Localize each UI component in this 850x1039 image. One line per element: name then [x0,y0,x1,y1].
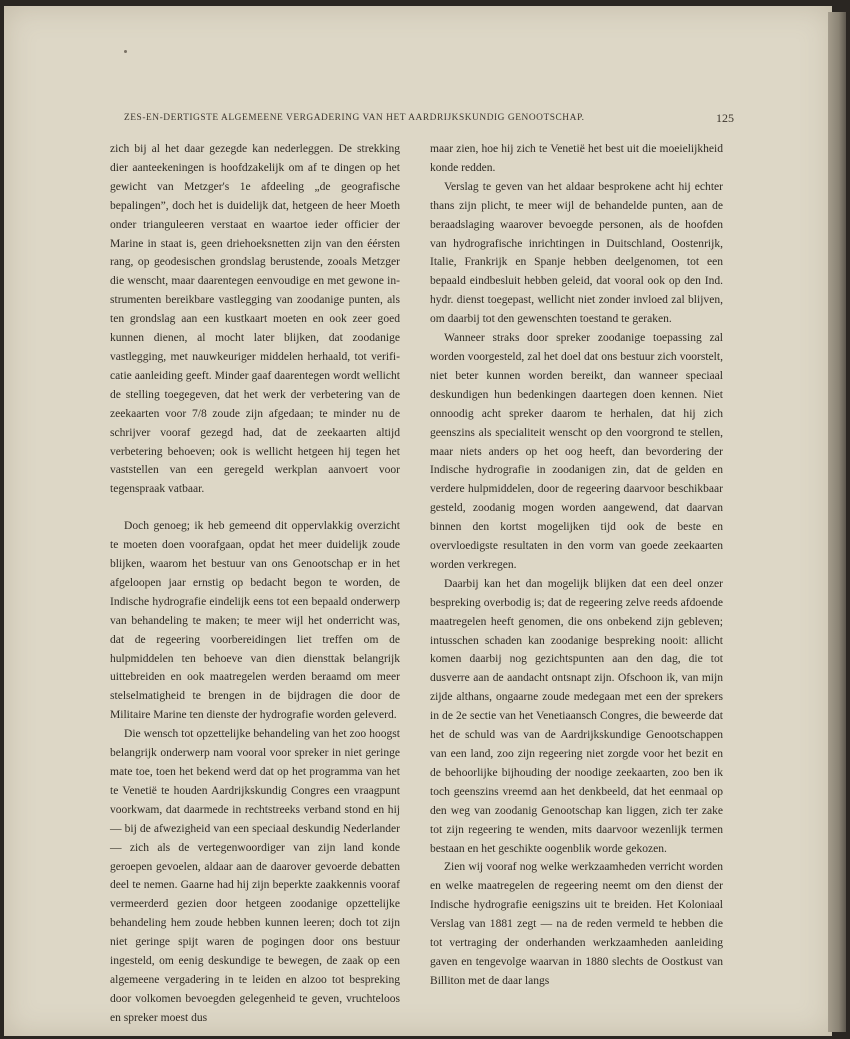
page-edge-shadow [828,12,846,1032]
paragraph-left-1: zich bij al het daar gezegde kan nederleggen. De strekking dier aanteekeningen is hoofdzakelijk om af te dingen op het gewicht van Metzger's 1e afdeeling „de geografische bepalingen”, doch het is duidelijk dat, hetgeen de heer Moeth onder trianguleeren verstaat en waartoe ieder officier der Marine in staat is, geen driehoeksnetten zijn van den éérsten rang, op geodesischen grondslag berustende, zooals Metzger die wenscht, maar daarentegen eenvoudige en met gewone instrumenten bereikbare vastlegging van zoodanige punten, als ten grondslag aan een kustkaart moeten en ook zeer goed kunnen dienen, al mocht later blijken, dat zoodanige vastlegging, met nauwkeuriger middelen herhaald, tot verificatie aanleiding geeft. Minder gaaf daarentegen wordt wellicht de stelling toegegeven, dat het werk der verbetering van de zeekaarten voor 7/8 zoude zijn afgedaan; te minder nu de schrijver vooraf gezegd had, dat de zeekaarten altijd verbetering behoeven; ook is wellicht hetgeen hij tegen het vaststellen van een geregeld werkplan aanvoert voor tegenspraak vatbaar. [110,143,400,496]
right-column [430,140,723,991]
paragraph-right-1: maar zien, hoe hij zich te Venetië het best uit die moeielijkheid konde redden. [430,143,723,174]
paragraph-right-4: Daarbij kan het dan mogelijk blijken dat een deel onzer bespreking overbodig is; dat de regeering zelve reeds afdoende maatregelen heeft genomen, die ons onbekend zijn gebleven; intusschen schaden kan zoodanige bespreking nooit: allicht komen daarbij nog gezichtspunten aan den dag, die tot dusverre aan de aandacht ontsnapt zijn. Ofschoon ik, van mijn zijde althans, ongaarne zoude medegaan met een der sprekers in de 2e sectie van het Venetiaansch Congres, die beweerde dat het de schuld was van de Aardrijkskundige Genootschappen van een land, zoo zijn regeering niet zorgde voor het bezit en de behoorlijke bijhouding der noodige zeekaarten, zoo ben ik toch geenszins vreemd aan het denkbeeld, dat het eenmaal op den weg van zoodanig Genootschap kan liggen, zich ter zake tot zijn regeering te wenden, mits daarvoor wezenlijk termen bestaan en het geschikte oogenblik worde gekozen. [430,577,723,855]
paragraph-left-2: Doch genoeg; ik heb gemeend dit oppervlakkig overzicht te moeten doen voorafgaan, opdat het meer duidelijk zoude blijken, waarom het bestuur van ons Genootschap er in het afgeloopen jaar ernstig op bedacht begon te worden, de Indische hydrografie eindelijk eens tot een bepaald onderwerp van behandeling te maken; te meer wijl het onderricht was, dat de regeering voorbereidingen liet treffen om de hulpmiddelen ten behoeve van dien diensttak belangrijk uittebreiden en ook maatregelen werden beraamd om meer stelselmatigheid te brengen in de bijdragen die door de Militaire Marine ten dienste der hydrografie worden geleverd. [110,520,400,722]
running-title: ZES-EN-DERTIGSTE ALGEMEENE VERGADERING VAN HET AARDRIJKSKUNDIG GENOOTSCHAP. [124,113,585,123]
left-column [110,140,400,1028]
paragraph-left-3: Die wensch tot opzettelijke behandeling van het zoo hoogst belangrijk onderwerp nam vooral voor spreker in niet geringe mate toe, toen het bekend werd dat op het programma van het te Venetië te houden Aardrijkskundig Congres een vraagpunt voorkwam, dat daarmede in rechtstreeks verband stond en hij — bij de afwezigheid van een speciaal deskundig Nederlander — zich als de vertegenwoordiger van zijn land konde geroepen gevoelen, aldaar aan de daarover gevoerde debatten deel te nemen. Gaarne had hij zijn beperkte zaakkennis vooraf vermeerderd gezien door hetgeen zoodanige opzettelijke behandeling hem zoude hebben kunnen leeren; doch tot zijn niet geringe spijt waren de pogingen door ons bestuur ingesteld, om eenig deskundige te bewegen, de zaak op een algemeene vergadering in te leiden en alzoo tot bespreking door volkomen bevoegden gelegenheid te geven, vruchteloos en spreker moest dus [110,728,400,1024]
running-header [124,113,734,129]
book-page [4,6,832,1036]
paragraph-right-5: Zien wij vooraf nog welke werkzaamheden verricht worden en welke maatregelen de regeering neemt om den dienst der Indische hydrografie eenigszins uit te breiden. Het Koloniaal Verslag van 1881 zegt — na de reden vermeld te hebben die tot vertraging der onderhanden werkzaamheden aanleiding gaven en tengevolge waarvan in 1880 slechts de Oostkust van Billiton met de daar langs [430,861,723,987]
paper-speck [124,50,127,53]
paragraph-right-3: Wanneer straks door spreker zoodanige toepassing zal worden voorgesteld, zal het doel dat ons bestuur zich voorstelt, niet beter kunnen worden bereikt, dan wanneer speciaal deskundigen hun bedenkingen daartegen doen kennen. Niet onnoodig acht spreker daarom te herhalen, dat hij zich geenszins als specialiteit wenscht op den voorgrond te stellen, maar niets anders op het oog heeft, dan bevordering der Indische hydrografie in zoodanigen zin, dat de gelden en verdere hulpmiddelen, door de regeering daarvoor beschikbaar gesteld, zoodanig mogen worden aangewend, dat daarvan binnen den kortst mogelijken tijd ook de beste en overvloedigste resultaten in den vorm van goede zeekaarten worden verkregen. [430,332,723,571]
page-number: 125 [716,111,734,125]
paragraph-right-2: Verslag te geven van het aldaar besprokene acht hij echter thans zijn plicht, te meer wijl de behandelde punten, aan de beraadslaging waarover bevoegde personen, als de hoofden van hydrografische inrichtingen in Duitschland, Oostenrijk, Italie, Frankrijk en Spanje hebben deelgenomen, tot een bepaald eindbesluit hebben geleid, dat vooral ook op den Ind. hydr. dienst toegepast, wellicht niet zonder invloed zal blijven, om daarbij tot den gewenschten toestand te geraken. [430,180,723,326]
